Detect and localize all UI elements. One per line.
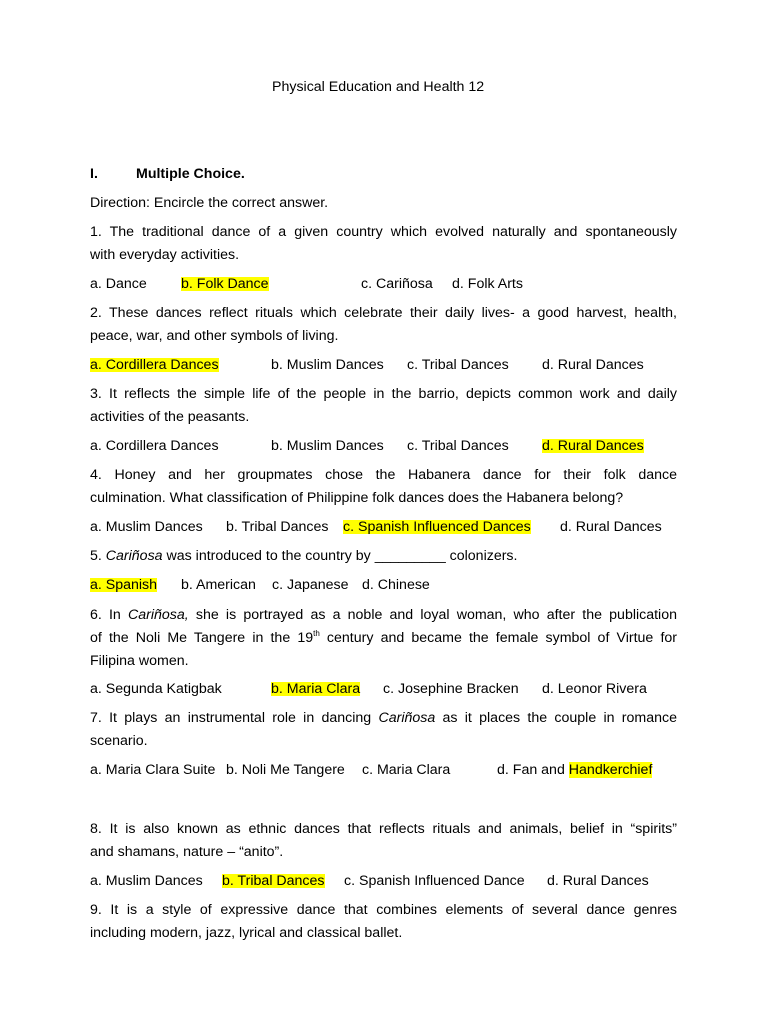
choice-b: b. Noli Me Tangere [226,762,345,778]
choice-d-text: d. Fan and [497,762,565,778]
choice-d [497,763,652,777]
choice-b: b. American [181,577,256,593]
question-line: activities of the peasants. [90,409,250,425]
choice-d: d. Rural Dances [542,357,644,373]
question-line: Filipina women. [90,653,189,669]
choice-a: a. Muslim Dances [90,519,203,535]
question-line: culmination. What classification of Philippine folk dances does the Habanera belong? [90,490,624,506]
choice-a: a. Cordillera Dances [90,438,219,454]
question-text: of the Noli Me Tangere in the 19 [90,630,314,646]
question-line: 1. The traditional dance of a given country which evolved naturally and spontaneously [90,224,677,240]
question-line: peace, war, and other symbols of living. [90,328,339,344]
page-title: Physical Education and Health 12 [272,79,485,95]
choice-d: d. Rural Dances [560,519,662,535]
question-line: 4. Honey and her groupmates chose the Habanera dance for their folk dance [90,467,677,483]
question-line: scenario. [90,733,148,749]
choice-c: c. Josephine Bracken [383,681,519,697]
choice-a: a. Segunda Katigbak [90,681,222,697]
section-number: I. [90,166,98,182]
choice-c: c. Tribal Dances [407,438,509,454]
question-line: 8. It is also known as ethnic dances that reflects rituals and animals, belief in “spirits” [90,821,677,837]
question-4 [90,464,677,510]
choice-a-highlighted: a. Spanish [90,577,158,593]
choice-a-highlighted: a. Cordillera Dances [90,357,219,373]
section-heading: Multiple Choice. [136,166,245,182]
choice-d: d. Leonor Rivera [542,681,647,697]
choice-c: c. Spanish Influenced Dance [344,873,525,889]
question-text: 7. It plays an instrumental role in dancing [90,710,379,726]
question-5 [90,549,517,563]
choice-a: a. Maria Clara Suite [90,762,216,778]
choice-b-highlighted: b. Folk Dance [181,276,269,292]
question-2 [90,302,677,348]
choice-c-highlighted: c. Spanish Influenced Dances [343,519,531,535]
question-number: 6. In [90,607,128,623]
question-line: including modern, jazz, lyrical and classical ballet. [90,925,403,941]
question-italic-term: Cariñosa, [128,607,189,623]
question-line: and shamans, nature – “anito”. [90,844,284,860]
choice-b-highlighted: b. Maria Clara [271,681,361,697]
question-line: with everyday activities. [90,247,240,263]
question-6 [90,604,677,673]
choice-d: d. Folk Arts [452,276,523,292]
choice-c: c. Japanese [272,577,349,593]
question-italic-term: Cariñosa [105,548,163,564]
question-9 [90,899,677,945]
question-line [90,707,677,730]
question-line [90,627,677,650]
choice-c: c. Tribal Dances [407,357,509,373]
choice-d-highlighted-word: Handkerchief [568,762,653,778]
question-line: 3. It reflects the simple life of the people in the barrio, depicts common work and daily [90,386,677,402]
choice-b-highlighted: b. Tribal Dances [222,873,325,889]
choice-d: d. Chinese [362,577,430,593]
question-7 [90,707,677,753]
question-line [90,604,677,627]
choice-b: b. Muslim Dances [271,438,384,454]
question-italic-term: Cariñosa [378,710,436,726]
question-line: 2. These dances reflect rituals which celebrate their daily lives- a good harvest, health, [90,305,677,321]
direction-text: Direction: Encircle the correct answer. [90,195,329,211]
question-1 [90,221,677,267]
choice-a: a. Dance [90,276,147,292]
question-8 [90,818,677,864]
choice-b: b. Tribal Dances [226,519,329,535]
question-text: was introduced to the country by _________ colonizers. [162,548,518,564]
question-text: she is portrayed as a noble and loyal woman, who after the publication [188,607,677,623]
question-number: 5. [90,548,106,564]
question-line: 9. It is a style of expressive dance that combines elements of several dance genres [90,902,677,918]
superscript: th [313,629,320,638]
question-text: as it places the couple in romance [435,710,678,726]
choice-b: b. Muslim Dances [271,357,384,373]
choice-c: c. Maria Clara [362,762,451,778]
choice-d: d. Rural Dances [547,873,649,889]
choice-a: a. Muslim Dances [90,873,203,889]
choice-d-highlighted: d. Rural Dances [542,438,644,454]
question-3 [90,383,677,429]
choice-c: c. Cariñosa [361,276,433,292]
question-text: century and became the female symbol of Virtue for [319,630,677,646]
